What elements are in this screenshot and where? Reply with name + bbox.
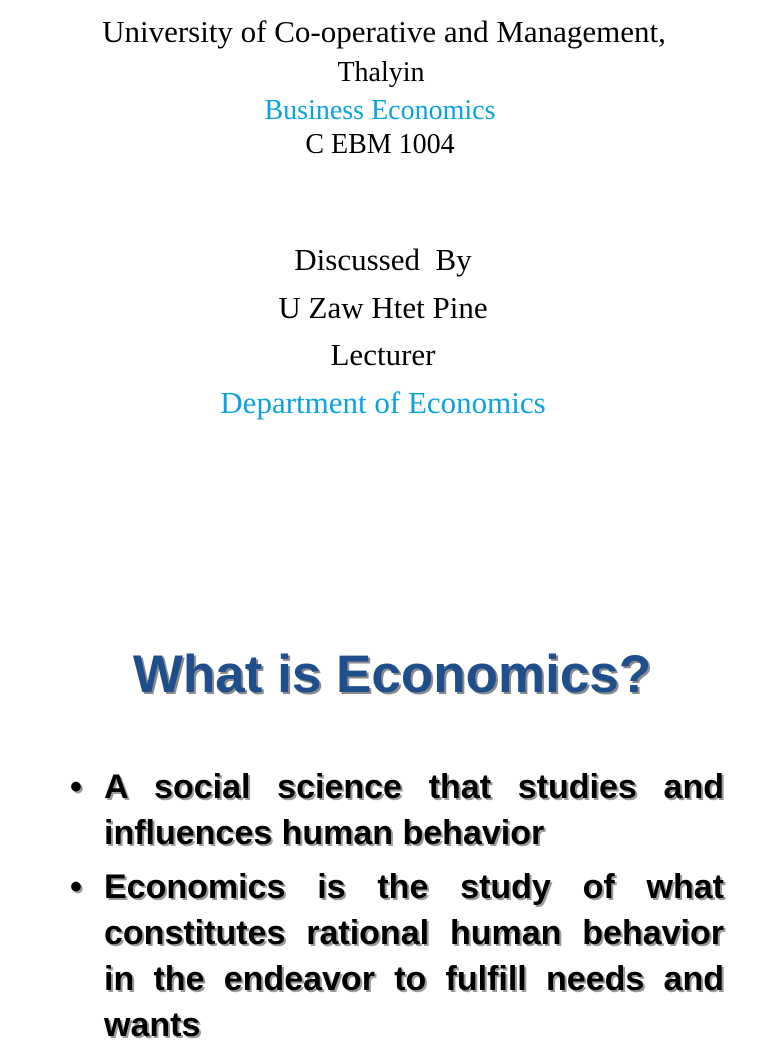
discussed-by-label: Discussed By — [294, 242, 472, 277]
bullet-icon: • — [70, 868, 82, 906]
bullet-text: Economics is the study of what constitutes rational human behavior in the endeavor to fulfill needs and wants — [104, 868, 724, 1044]
course-code: C EBM 1004 — [305, 129, 455, 160]
bullet-item — [70, 764, 724, 856]
slide-title: What is Economics? — [132, 645, 652, 704]
department-name: Department of Economics — [220, 385, 546, 420]
bullet-list — [70, 764, 724, 1056]
lecturer-title: Lecturer — [330, 337, 436, 372]
bullet-icon: • — [70, 768, 82, 806]
bullet-text: A social science that studies and influences human behavior — [104, 768, 724, 852]
lecturer-name: U Zaw Htet Pine — [278, 290, 488, 325]
course-title: Business Economics — [264, 95, 496, 126]
bullet-item — [70, 864, 724, 1048]
university-name-line1: University of Co-operative and Management, — [102, 14, 666, 49]
university-name-line2: Thalyin — [337, 57, 425, 88]
